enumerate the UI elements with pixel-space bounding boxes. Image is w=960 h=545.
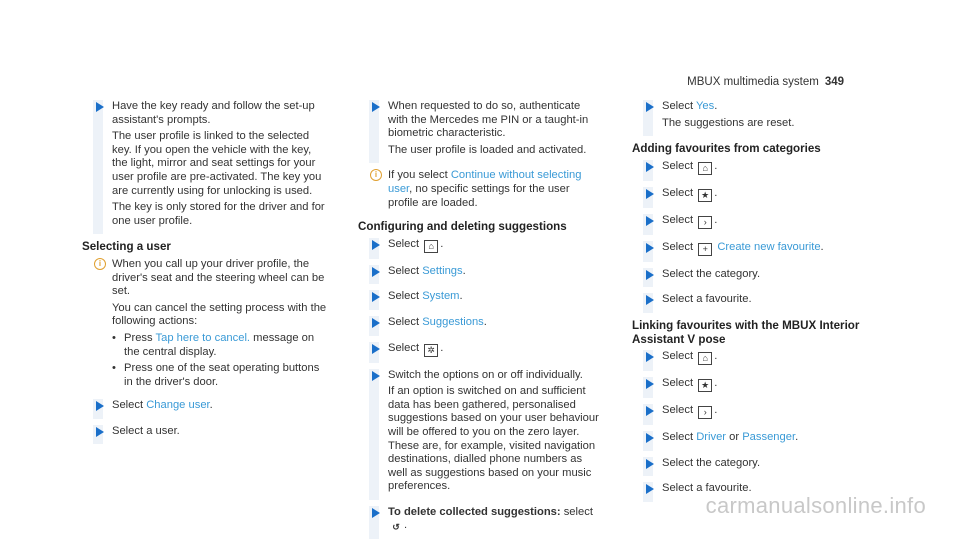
text: Select — [662, 186, 694, 199]
text: message on the central display. — [124, 331, 315, 358]
step: Select ⌂ . — [632, 160, 877, 175]
bullet-item: • Press one of the seat operating buttons in the driver's door. — [112, 362, 327, 389]
step: Select › . — [632, 214, 877, 229]
step-arrow-icon — [646, 459, 654, 469]
step-arrow-icon — [372, 292, 380, 302]
step-text: When requested to do so, authenticate with the Mercedes me PIN or a taught-in biometric characteristic. — [388, 100, 589, 140]
step-arrow-icon — [372, 267, 380, 277]
step-text: The user profile is linked to the selected key. If you open the vehicle with the key, the light, mirror and seat settings for your user profile are pre-activated. The key you are currently using for unlocking is used. — [112, 130, 322, 197]
page-header — [687, 76, 844, 88]
step-arrow-icon — [372, 240, 380, 250]
text: Select — [388, 264, 423, 277]
text: or — [726, 431, 743, 444]
step-arrow-icon — [96, 102, 104, 112]
step — [632, 241, 877, 256]
note-text: When you call up your driver profile, the driver's seat and the steering wheel can be set. — [112, 257, 325, 298]
step-text: Have the key ready and follow the set-up assistant's prompts. — [112, 100, 315, 126]
text: Select — [112, 399, 147, 412]
step — [632, 457, 877, 471]
link[interactable]: Continue without selecting user — [388, 169, 582, 195]
text: Select — [662, 404, 694, 417]
step — [358, 316, 603, 330]
link[interactable]: Suggestions — [422, 315, 484, 328]
star-icon: ★ — [698, 189, 712, 202]
step — [82, 425, 327, 439]
step-text: The suggestions are reset. — [662, 116, 795, 129]
text: select — [560, 505, 593, 518]
step-text: Switch the options on or off individually. — [388, 368, 583, 381]
home-icon: ⌂ — [424, 240, 438, 253]
text: Select — [388, 341, 420, 354]
column-2 — [358, 100, 603, 545]
text: . — [714, 100, 718, 112]
step-text: Select a favourite. — [662, 482, 752, 495]
watermark: carmanualsonline.info — [705, 493, 926, 518]
step-arrow-icon — [646, 102, 654, 112]
column-3 — [632, 100, 877, 508]
text: . — [462, 264, 466, 277]
step-arrow-icon — [646, 270, 654, 280]
text: Select — [388, 315, 423, 328]
note — [358, 169, 603, 210]
step — [358, 265, 603, 279]
section-heading: Configuring and deleting suggestions — [358, 220, 567, 234]
step: Select ★ . — [632, 377, 877, 392]
step-arrow-icon — [646, 295, 654, 305]
step — [632, 100, 877, 130]
info-icon: i — [370, 169, 382, 181]
step — [632, 293, 877, 307]
step-arrow-icon — [96, 401, 104, 411]
section-heading: Adding favourites from categories — [632, 142, 821, 156]
step-text: The user profile is loaded and activated. — [388, 143, 587, 156]
chevron-right-icon: › — [698, 216, 712, 229]
home-icon: ⌂ — [698, 162, 712, 175]
star-icon: ★ — [698, 379, 712, 392]
note-text: You can cancel the setting process with the following actions: — [112, 301, 327, 328]
step: Select ⌂ . — [358, 238, 603, 253]
text: Select — [662, 240, 694, 253]
info-icon: i — [94, 258, 106, 270]
link[interactable]: Yes — [696, 100, 715, 112]
step-arrow-icon — [646, 352, 654, 362]
link[interactable]: Settings — [422, 264, 463, 277]
text: . — [820, 240, 824, 253]
link[interactable]: Create new favourite — [717, 240, 821, 253]
step-text: Select the category. — [662, 267, 761, 280]
step-arrow-icon — [372, 371, 380, 381]
section-heading: Selecting a user — [82, 240, 171, 254]
step-text: Select the category. — [662, 456, 761, 469]
text: Select — [388, 237, 420, 250]
step-arrow-icon — [646, 243, 654, 253]
gear-icon: ✲ — [424, 344, 438, 357]
step-arrow-icon — [372, 318, 380, 328]
step: To delete collected suggestions: select ↺ . — [358, 506, 603, 534]
column-1 — [82, 100, 327, 450]
text: . — [795, 431, 799, 444]
section-heading: Linking favourites with the MBUX Interior Assistant V pose — [632, 318, 860, 346]
step: Select ★ . — [632, 187, 877, 202]
step-arrow-icon — [646, 406, 654, 416]
link[interactable]: Driver — [696, 431, 727, 444]
text: If you select — [388, 169, 451, 182]
step — [82, 399, 327, 413]
text: . — [483, 315, 487, 328]
step-arrow-icon — [646, 216, 654, 226]
step-text: The key is only stored for the driver and for one user profile. — [112, 201, 325, 227]
chevron-right-icon: › — [698, 406, 712, 419]
link[interactable]: System — [422, 290, 460, 303]
step-arrow-icon — [372, 102, 380, 112]
step — [358, 290, 603, 304]
step: Select › . — [632, 404, 877, 419]
step-text: Select a favourite. — [662, 293, 752, 306]
step-arrow-icon — [646, 484, 654, 494]
text: Select — [662, 431, 697, 444]
step-arrow-icon — [372, 344, 380, 354]
link[interactable]: Tap here to cancel. — [155, 331, 251, 344]
link[interactable]: Passenger — [742, 431, 796, 444]
home-icon: ⌂ — [698, 352, 712, 365]
text: . — [459, 290, 463, 303]
step-arrow-icon — [372, 508, 380, 518]
text: . — [209, 399, 213, 412]
step-arrow-icon — [646, 162, 654, 172]
text: Select — [662, 213, 694, 226]
text: Select — [662, 377, 694, 390]
text: To delete collected suggestions: — [388, 505, 561, 518]
text: Select — [662, 100, 696, 112]
step-arrow-icon — [646, 189, 654, 199]
step — [358, 100, 603, 157]
bullet-item — [112, 332, 327, 359]
text: Select — [662, 350, 694, 363]
step-text: If an option is switched on and sufficient data has been gathered, personalised suggestions based on your user behaviour will be offered to you on the zero layer. These are, for example, visited navigation destinations, dialled phone numbers as well as suggestions based on your music preferences. — [388, 385, 599, 493]
step-arrow-icon — [646, 379, 654, 389]
header-title: MBUX multimedia system — [687, 76, 819, 88]
text: Select — [388, 290, 423, 303]
link[interactable]: Change user — [146, 399, 210, 412]
back-icon: ↺ — [392, 522, 400, 533]
note — [82, 258, 327, 389]
step — [632, 431, 877, 445]
step — [82, 100, 327, 228]
step-text: Select a user. — [112, 424, 180, 437]
step-arrow-icon — [646, 433, 654, 443]
text: Press — [124, 331, 156, 344]
page-number: 349 — [824, 76, 844, 88]
step-arrow-icon — [96, 427, 104, 437]
step — [358, 369, 603, 494]
text: , no specific settings for the user profile are loaded. — [388, 182, 570, 209]
text: Select — [662, 159, 694, 172]
step: Select ⌂ . — [632, 350, 877, 365]
step: Select ✲ . — [358, 342, 603, 357]
step — [632, 268, 877, 282]
plus-icon: + — [698, 243, 712, 256]
